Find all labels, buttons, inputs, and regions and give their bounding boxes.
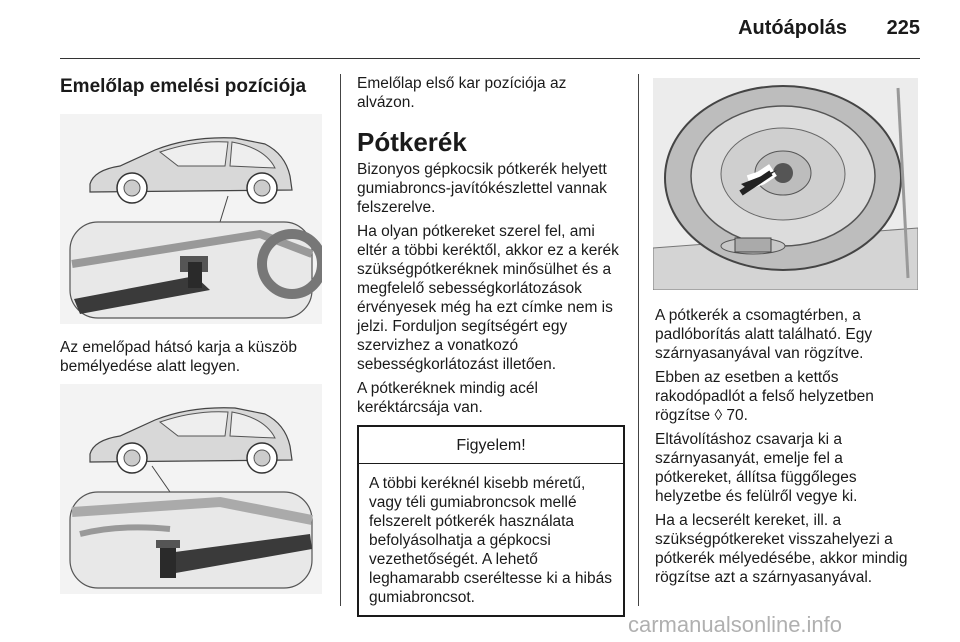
column-2 <box>357 74 625 617</box>
watermark: carmanualsonline.info <box>628 612 843 637</box>
paragraph: Ha olyan pótkereket szerel fel, ami eltér a többi keréktől, akkor ez a kerék szükségpótkeréknek minősülhet és a megfelelő sebességkorlátozások érvényesek még ha ezt címke nem is jelzi. Forduljon segítségért egy szervizhez a vonatkozó sebességkorlátozást illetően. <box>357 223 619 373</box>
warning-text: A többi keréknél kisebb méretű, vagy téli gumiabroncsok mellé felszerelt pótkerék használata befolyásolhatja a gépkocsi vezethetőségét. A lehető leghamarabb cseréltesse ki a hibás gumiabroncsot. <box>369 475 612 606</box>
figure-rear-lift-point <box>60 114 322 324</box>
column-divider <box>340 74 341 606</box>
column-divider <box>638 74 639 606</box>
paragraph: Ebben az esetben a kettős rakodópadlót a felső helyzetben rögzítse ◊ 70. <box>655 369 874 424</box>
paragraph: Eltávolításhoz csavarja ki a szárnyasanyát, emelje fel a pótkereket, állítsa függőleges helyzetbe és felülről vegye ki. <box>655 431 858 505</box>
paragraph: Ha a lecserélt kereket, ill. a szükségpótkereket visszahelyezi a pótkerék mélyedésébe, akkor mindig rögzítse azt a szárnyasanyával. <box>655 512 908 586</box>
warning-box <box>357 425 625 617</box>
column-1 <box>60 74 328 594</box>
chapter-title: Autóápolás <box>738 17 847 39</box>
warning-title: Figyelem! <box>359 427 623 464</box>
figure-caption: Az emelőpad hátsó karja a küszöb bemélyedése alatt legyen. <box>60 339 297 375</box>
paragraph: Bizonyos gépkocsik pótkerék helyett gumiabroncs-javítókészlettel vannak felszerelve. <box>357 161 607 216</box>
figure-spare-wheel <box>653 78 918 290</box>
column-3 <box>655 74 923 592</box>
paragraph: A pótkeréknek mindig acél keréktárcsája van. <box>357 380 538 416</box>
figure-front-lift-point <box>60 384 322 594</box>
paragraph: A pótkerék a csomagtérben, a padlóborítás alatt található. Egy szárnyasanyával van rögzítve. <box>655 307 873 362</box>
header-rule <box>60 58 920 59</box>
intro-text: Emelőlap első kar pozíciója az alvázon. <box>357 75 567 111</box>
page-number: 225 <box>886 17 920 39</box>
section-title: Emelőlap emelési pozíciója <box>60 76 307 97</box>
section-heading: Pótkerék <box>357 127 467 157</box>
